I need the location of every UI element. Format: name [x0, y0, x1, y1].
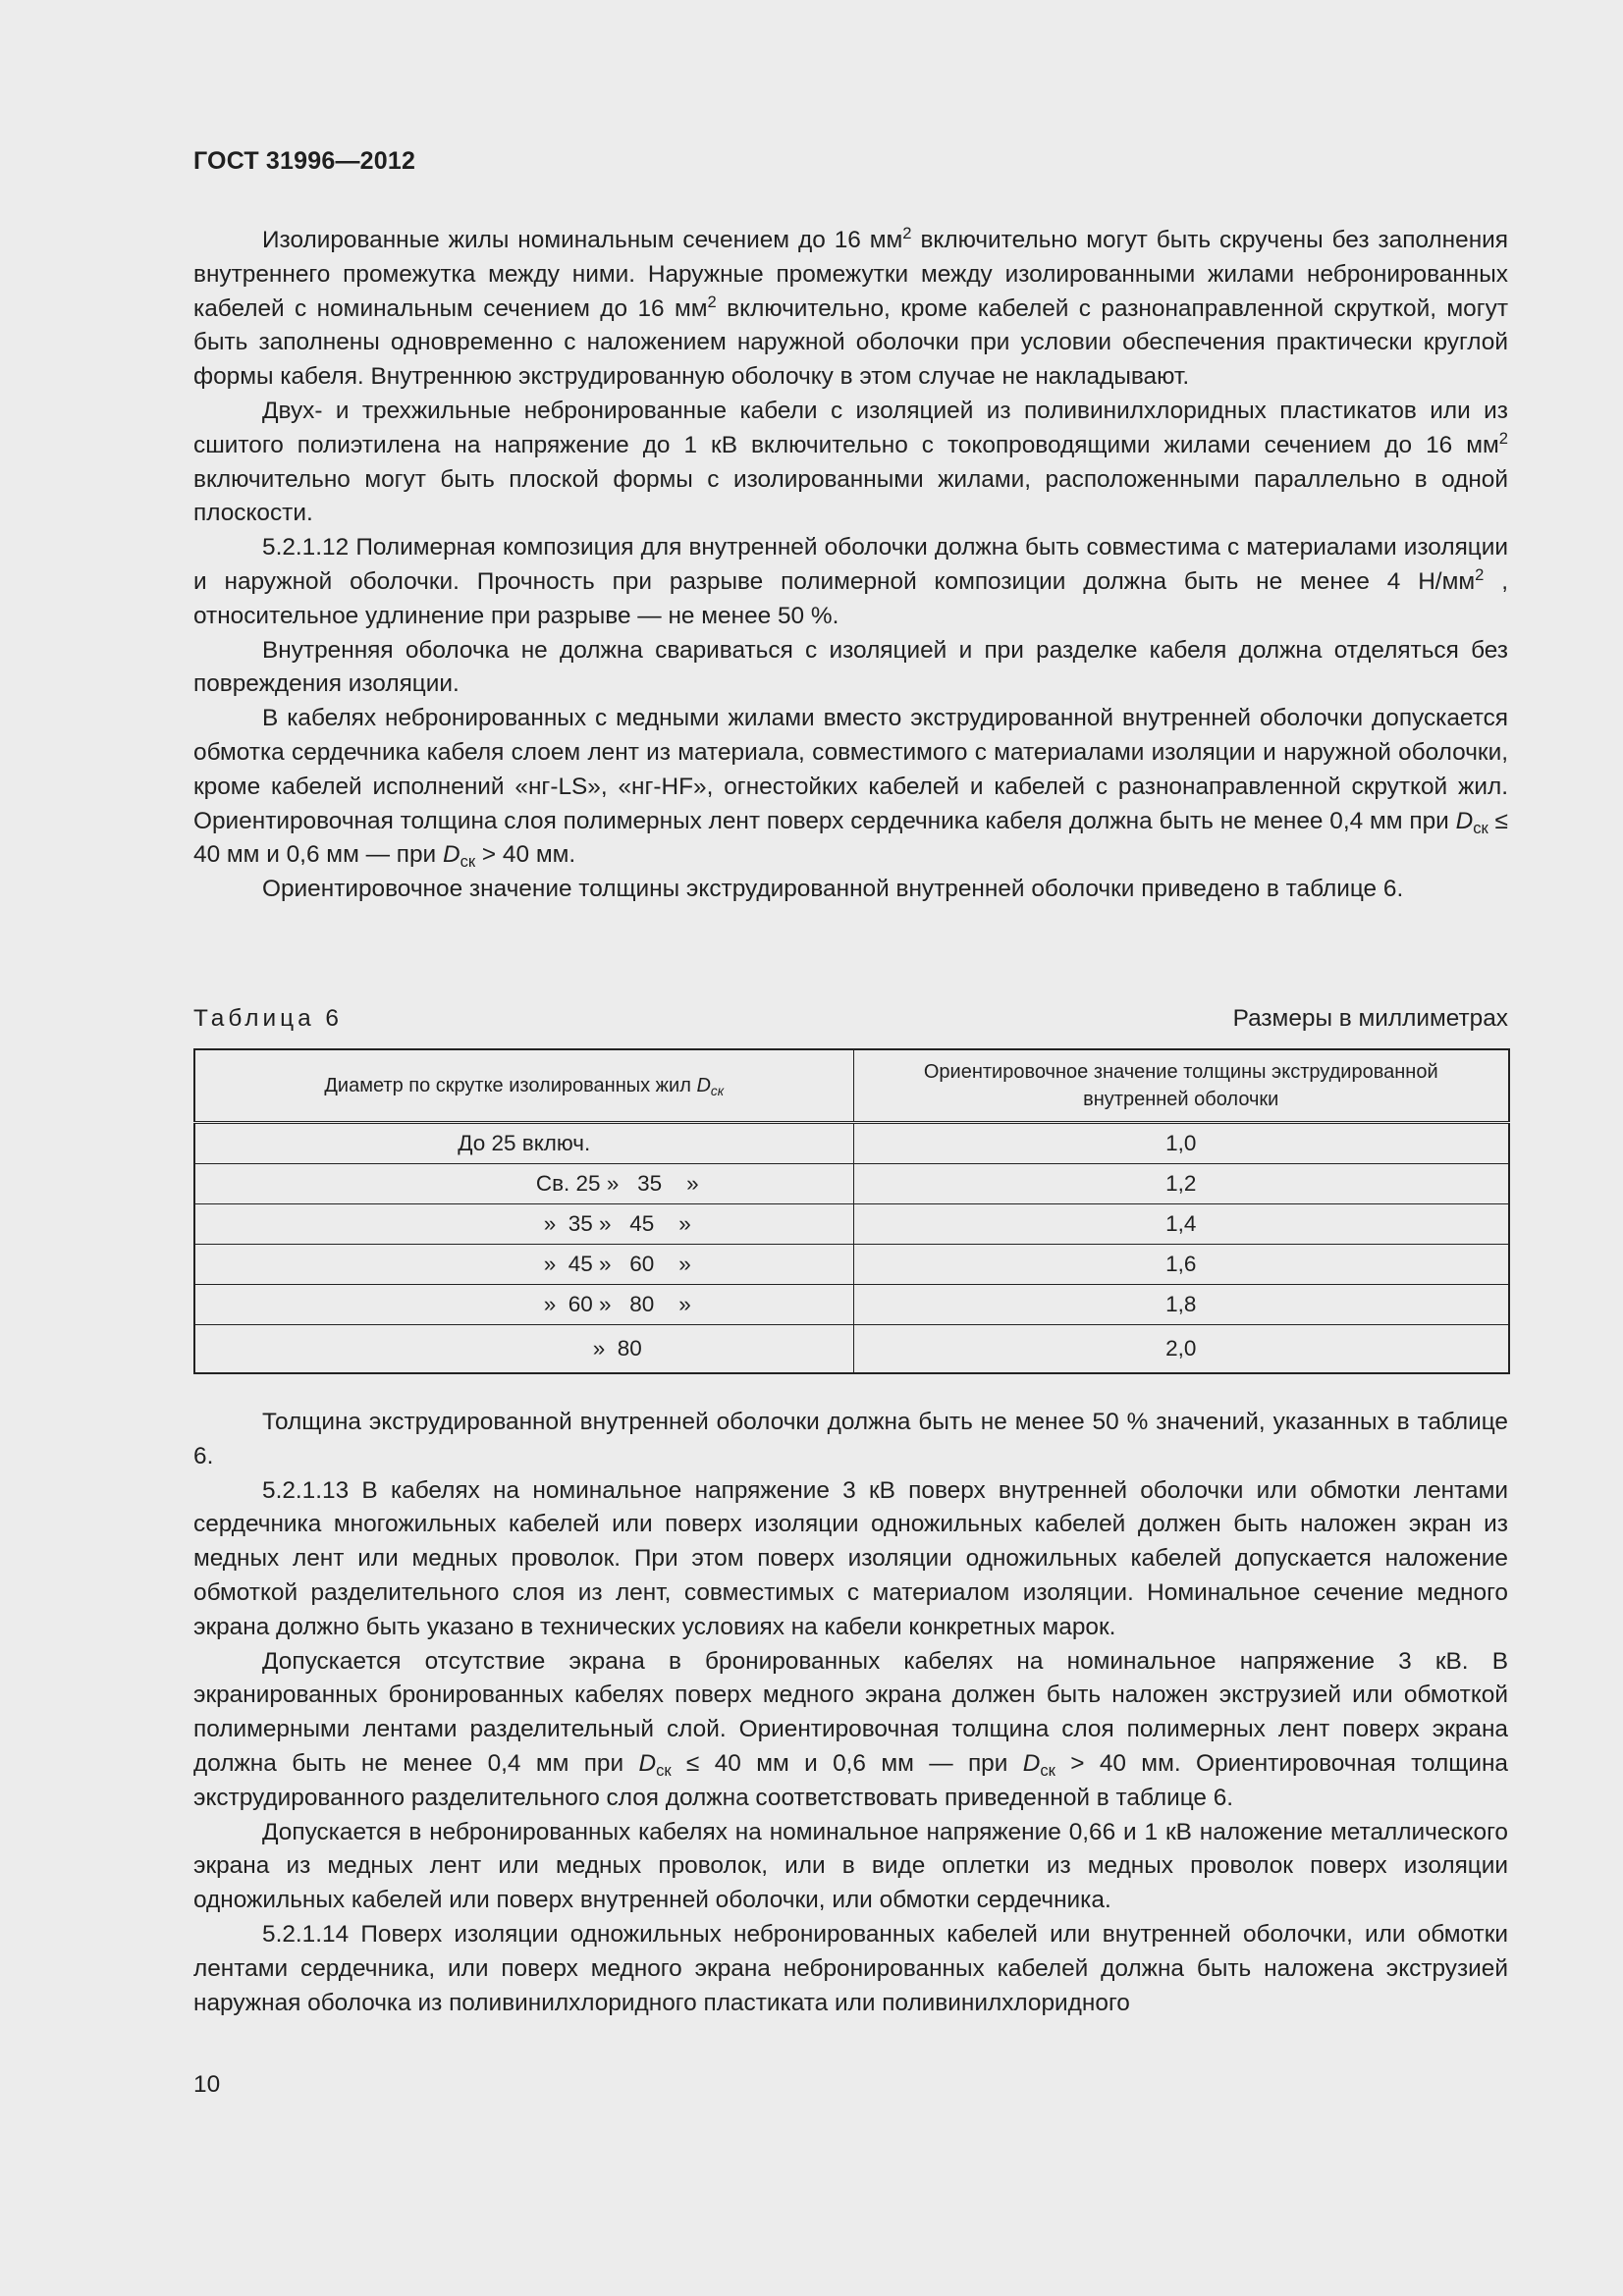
table-cell-thickness: 1,6 [853, 1245, 1509, 1285]
paragraph: Внутренняя оболочка не должна свариваться с изоляцией и при разделке кабеля должна отделяться без повреждения изоляции. [193, 636, 1508, 698]
paragraph: Ориентировочное значение толщины экструдированной внутренней оболочки приведено в таблице 6. [262, 876, 1404, 903]
table-cell-diameter: » 45 » 60 » [194, 1245, 853, 1285]
table-cell-diameter: » 35 » 45 » [194, 1204, 853, 1245]
table-row [194, 1285, 1509, 1325]
table-caption-row [193, 1005, 1508, 1033]
table-row [194, 1164, 1509, 1204]
standard-code-header: ГОСТ 31996—2012 [193, 147, 416, 175]
clause-5-2-1-13: 5.2.1.13 В кабелях на номинальное напряжение 3 кВ поверх внутренней оболочки или обмотки лентами сердечника многожильных кабелей или поверх изоляции одножильных кабелей должен быть наложен экран из медных лент или медных проволок. При этом поверх изоляции одножильных кабелей допускается наложение обмоткой разделительного слоя из лент, совместимых с материалом изоляции. Номинальное сечение медного экрана должно быть указано в технических условиях на кабели конкретных марок. [193, 1476, 1508, 1640]
paragraph: Толщина экструдированной внутренней оболочки должна быть не менее 50 % значений, указанных в таблице 6. [193, 1409, 1508, 1469]
table-cell-diameter: » 60 » 80 » [194, 1285, 853, 1325]
text-block-lower [193, 1406, 1508, 2020]
table-cell-diameter: До 25 включ. [194, 1123, 853, 1164]
page-number: 10 [193, 2071, 221, 2098]
table-header-thickness: Ориентировочное значение толщины экструдированной внутренней оболочки [853, 1049, 1509, 1123]
table-cell-thickness: 1,8 [853, 1285, 1509, 1325]
table-row [194, 1325, 1509, 1374]
table-row [194, 1245, 1509, 1285]
table-cell-thickness: 2,0 [853, 1325, 1509, 1374]
table-header-diameter: Диаметр по скрутке изолированных жил $D_{ск}$ [194, 1049, 853, 1123]
table-units: Размеры в миллиметрах [1232, 1005, 1508, 1032]
text-block-upper [193, 224, 1508, 907]
table-6 [193, 1048, 1510, 1374]
paragraph: Изолированные жилы номинальным сечением до 16 $мм^2$ включительно могут быть скручены без заполнения внутреннего промежутка между ними. Наружные промежутки между изолированными жилами небронированных кабелей с номинальным сечением до 16 $мм^2$ включительно, кроме кабелей с разнонаправленной скруткой, могут быть заполнены одновременно с наложением наружной оболочки при условии обеспечения практически круглой формы кабеля. Внутреннюю экструдированную оболочку в этом случае не накладывают. [193, 223, 1508, 391]
clause-5-2-1-12: 5.2.1.12 Полимерная композиция для внутренней оболочки должна быть совместима с материалами изоляции и наружной оболочки. Прочность при разрыве полимерной композиции должна быть не менее 4 $Н/мм^2$ , относительное удлинение при разрыве — не менее 50 %. [193, 534, 1508, 629]
paragraph: Допускается в небронированных кабелях на номинальное напряжение 0,66 и 1 кВ наложение металлического экрана из медных лент или медных проволок, или в виде оплетки из медных проволок поверх изоляции одножильных кабелей или поверх внутренней оболочки, или обмотки сердечника. [193, 1818, 1508, 1914]
table-cell-thickness: 1,4 [853, 1204, 1509, 1245]
table-cell-diameter: Св. 25 » 35 » [194, 1164, 853, 1204]
paragraph: В кабелях небронированных с медными жилами вместо экструдированной внутренней оболочки допускается обмотка сердечника кабеля слоем лент из материала, совместимого с материалами изоляции и наружной оболочки, кроме кабелей исполнений «нг-LS», «нг-HF», огнестойких кабелей и кабелей с разнонаправленной скруткой жил. Ориентировочная толщина слоя полимерных лент поверх сердечника кабеля должна быть не менее 0,4 мм при $D_{ск} \le 40$ мм и 0,6 мм — при $D_{ск} > 40$ мм. [193, 705, 1509, 872]
paragraph: Допускается отсутствие экрана в бронированных кабелях на номинальное напряжение 3 кВ. В экранированных бронированных кабелях поверх медного экрана должен быть наложен экструзией или обмоткой полимерными лентами разделительный слой. Ориентировочная толщина слоя полимерных лент поверх экрана должна быть не менее 0,4 мм при $D_{ск} \le 40$ мм и 0,6 мм — при $D_{ск} > 40$ мм. Ориентировочная толщина экструдированного разделительного слоя должна соответствовать приведенной в таблице 6. [193, 1647, 1508, 1811]
table-cell-thickness: 1,2 [853, 1164, 1509, 1204]
table-row [194, 1204, 1509, 1245]
table-row [194, 1123, 1509, 1164]
table-cell-diameter: » 80 [194, 1325, 853, 1374]
table-caption: Таблица 6 [193, 1005, 343, 1032]
table-cell-thickness: 1,0 [853, 1123, 1509, 1164]
clause-5-2-1-14: 5.2.1.14 Поверх изоляции одножильных небронированных кабелей или внутренней оболочки, или обмотки лентами сердечника, или поверх медного экрана небронированных кабелей должна быть наложена экструзией наружная оболочка из поливинилхлоридного пластиката или поливинилхлоридного [193, 1920, 1508, 2016]
paragraph: Двух- и трехжильные небронированные кабели с изоляцией из поливинилхлоридных пластикатов или из сшитого полиэтилена на напряжение до 1 кВ включительно с токопроводящими жилами сечением до 16 $мм^2$ включительно могут быть плоской формы с изолированными жилами, расположенными параллельно в одной плоскости. [193, 397, 1508, 527]
